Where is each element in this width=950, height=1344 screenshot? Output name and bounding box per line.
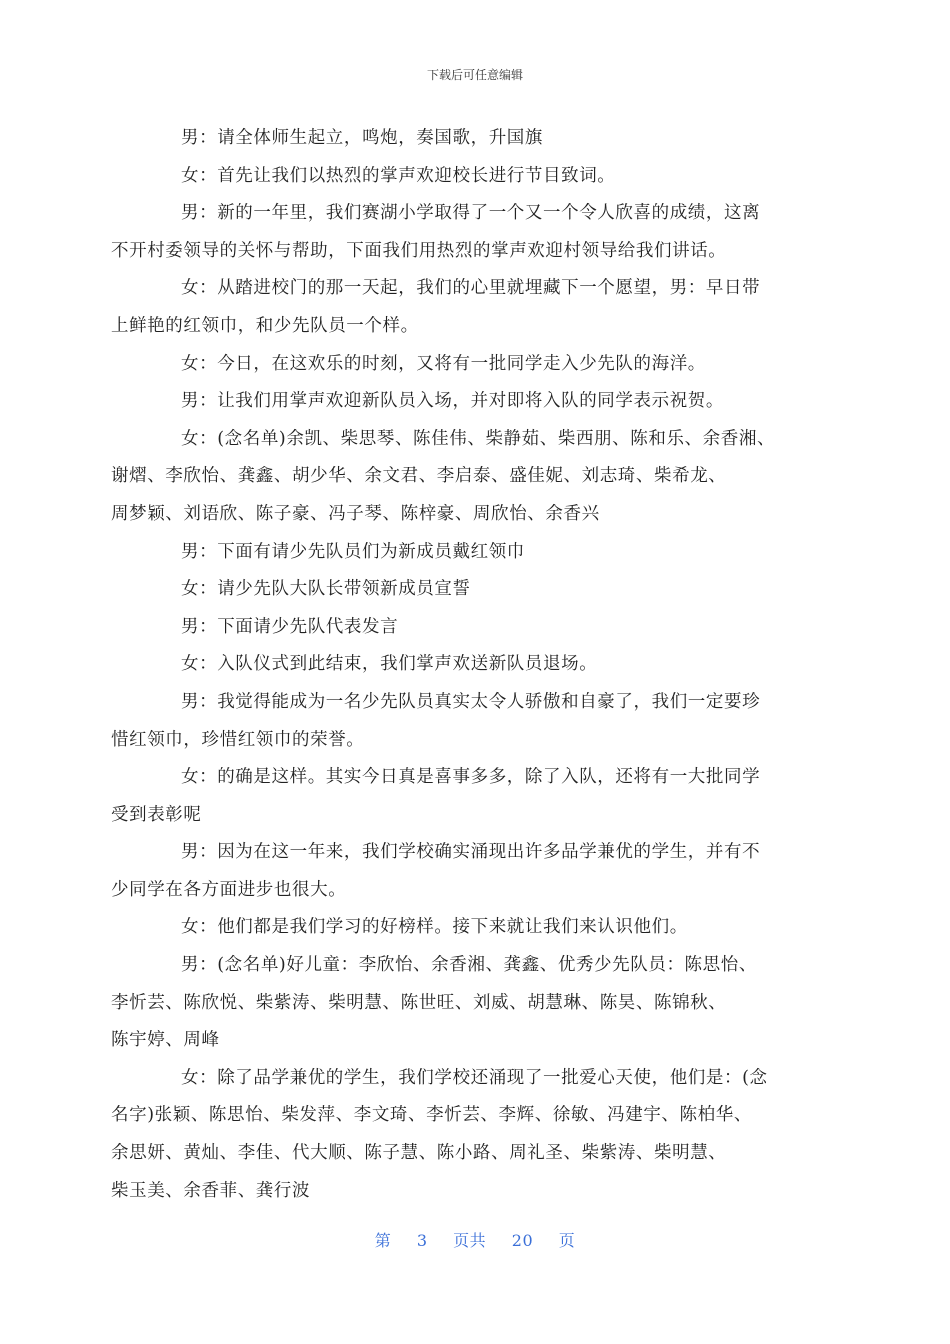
page-footer <box>0 1228 950 1251</box>
paragraph-line: 不开村委领导的关怀与帮助，下面我们用热烈的掌声欢迎村领导给我们讲话。 <box>111 240 727 261</box>
paragraph-line: 陈宇婷、周峰 <box>111 1030 220 1051</box>
dialogue-paragraph <box>146 383 826 421</box>
footer-prefix: 第 <box>374 1231 392 1250</box>
paragraph-line: 名字)张颖、陈思怡、柴发萍、李文琦、李忻芸、李辉、徐敏、冯建宇、陈柏华、 <box>111 1105 752 1126</box>
footer-total-pages: 20 <box>511 1231 534 1250</box>
paragraph-line: 柴玉美、余香菲、龚行波 <box>111 1180 311 1201</box>
paragraph-line: 男：让我们用掌声欢迎新队员入场，并对即将入队的同学表示祝贺。 <box>181 391 724 412</box>
paragraph-line: 男：新的一年里，我们赛湖小学取得了一个又一个令人欣喜的成绩，这离 <box>181 203 761 224</box>
footer-suffix: 页 <box>558 1231 576 1250</box>
paragraph-line: 男：(念名单)好儿童：李欣怡、余香湘、龚鑫、优秀少先队员：陈思怡、 <box>181 955 757 976</box>
dialogue-paragraph <box>146 571 826 609</box>
paragraph-line: 女：除了品学兼优的学生，我们学校还涌现了一批爱心天使，他们是：(念 <box>181 1067 768 1088</box>
paragraph-line: 上鲜艳的红领巾，和少先队员一个样。 <box>111 315 419 336</box>
paragraph-line: 男：下面有请少先队员们为新成员戴红领巾 <box>181 541 525 562</box>
dialogue-paragraph <box>146 609 826 647</box>
paragraph-line: 女：(念名单)余凯、柴思琴、陈佳伟、柴静茹、柴西朋、陈和乐、余香湘、 <box>181 428 776 449</box>
dialogue-paragraph <box>111 1060 826 1210</box>
paragraph-line: 周梦颖、刘语欣、陈子豪、冯子琴、陈梓豪、周欣怡、余香兴 <box>111 503 600 524</box>
dialogue-paragraph <box>146 346 826 384</box>
paragraph-line: 余思妍、黄灿、李佳、代大顺、陈子慧、陈小路、周礼圣、柴紫涛、柴明慧、 <box>111 1143 727 1164</box>
paragraph-line: 女：今日，在这欢乐的时刻，又将有一批同学走入少先队的海洋。 <box>181 353 706 374</box>
dialogue-paragraph <box>111 684 826 759</box>
page-header: 下载后可任意编辑 <box>426 68 523 82</box>
dialogue-paragraph <box>111 421 826 534</box>
dialogue-paragraph <box>111 759 826 834</box>
footer-page-number: 3 <box>416 1231 428 1250</box>
paragraph-line: 女：入队仪式到此结束，我们掌声欢送新队员退场。 <box>181 654 598 675</box>
paragraph-line: 男：因为在这一年来，我们学校确实涌现出许多品学兼优的学生，并有不 <box>181 842 761 863</box>
paragraph-line: 受到表彰呢 <box>111 804 202 825</box>
paragraph-line: 女：的确是这样。其实今日真是喜事多多，除了入队，还将有一大批同学 <box>181 767 761 788</box>
dialogue-paragraph <box>146 158 826 196</box>
paragraph-line: 李忻芸、陈欣悦、柴紫涛、柴明慧、陈世旺、刘威、胡慧琳、陈昊、陈锦秋、 <box>111 992 727 1013</box>
paragraph-line: 女：他们都是我们学习的好榜样。接下来就让我们来认识他们。 <box>181 917 688 938</box>
dialogue-paragraph <box>146 120 826 158</box>
paragraph-line: 女：请少先队大队长带领新成员宣誓 <box>181 579 471 600</box>
dialogue-paragraph <box>111 947 826 1060</box>
dialogue-paragraph <box>111 195 826 270</box>
paragraph-line: 谢熠、李欣怡、龚鑫、胡少华、余文君、李启泰、盛佳妮、刘志琦、柴希龙、 <box>111 466 727 487</box>
paragraph-line: 女：从踏进校门的那一天起，我们的心里就埋藏下一个愿望，男：早日带 <box>181 278 761 299</box>
dialogue-paragraph <box>146 909 826 947</box>
footer-mid: 页共 <box>453 1231 487 1250</box>
paragraph-line: 男：请全体师生起立，鸣炮，奏国歌，升国旗 <box>181 128 543 148</box>
dialogue-paragraph <box>146 534 826 572</box>
dialogue-paragraph <box>146 646 826 684</box>
paragraph-line: 少同学在各方面进步也很大。 <box>111 879 347 900</box>
paragraph-line: 男：下面请少先队代表发言 <box>181 616 399 637</box>
paragraph-line: 惜红领巾，珍惜红领巾的荣誉。 <box>111 729 365 750</box>
paragraph-line: 男：我觉得能成为一名少先队员真实太令人骄傲和自豪了，我们一定要珍 <box>181 691 761 712</box>
paragraph-line: 女：首先让我们以热烈的掌声欢迎校长进行节目致词。 <box>181 165 616 186</box>
dialogue-paragraph <box>111 270 826 345</box>
document-body <box>111 120 826 1210</box>
dialogue-paragraph <box>111 834 826 909</box>
